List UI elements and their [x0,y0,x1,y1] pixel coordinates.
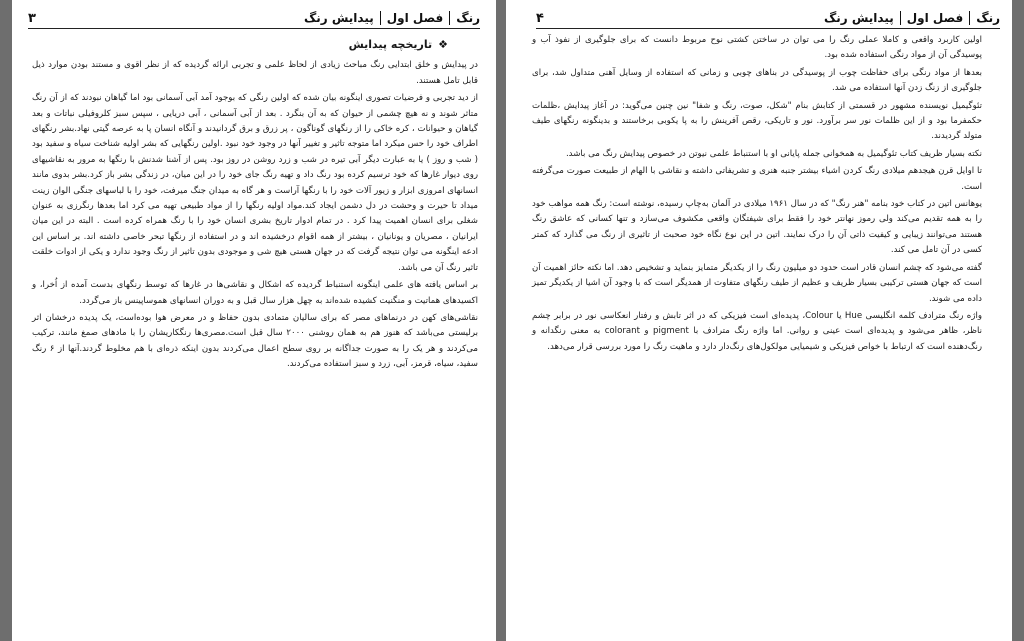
header-separator [900,11,901,25]
chapter-label: فصل اول [386,11,444,25]
header-separator [969,11,970,25]
paragraph: گفته می‌شود که چشم انسان قادر است حدود دو میلیون رنگ را از یکدیگر متمایز بنماید و تشخیص دهد. اما نکته حائز اهمیت آن است که جهان هستی ترکیبی بسیار ظریف و عظیم از طیف رنگهای متفاوت از همدیگر است که با وجود آن اشیا از یکدیگر تمیز داده می شوند. [532,262,982,304]
section-heading-text: تاریخچه پیدایش [348,38,433,51]
paragraph: یوهانس اتین در کتاب خود بنامه "هنر رنگ" که در سال ۱۹۶۱ میلادی در آلمان به‌چاپ رسیده، نوشته است: رنگ همه مواهب خود را به همه تقدیم می‌کند ولی رموز نهانتر خود را فقط برای شیفتگان واقعی مکشوف می‌سازد و تنها کسانی که عاشق رنگ هستند می‌توانند زیبایی و کیفیت ذاتی آن را درک نمایند. اتین در این نوع نگاه خود صحبت از تاثیری از رنگ می گذارد که کمتر کسی در آن تامل می کند. [532,199,982,256]
paragraph: در پیدایش و خلق ابتدایی رنگ مباحث زیادی از لحاظ علمی و تجربی ارائه گردیده که از نظر اقوی و مستند بودن موارد ذیل قابل تامل هستند. [32,60,478,86]
chapter-title: رنگ [976,11,1000,25]
paragraph: بعدها از مواد رنگی برای حفاظت چوب از پوسیدگی در بناهای چوبی و زمانی که استفاده از وسایل آهنی متداول شد، برای جلوگیری از زنگ زدن آنها استفاده می شد. [532,67,982,94]
page-number: ۳ [28,10,36,26]
paragraph: اولین کاربرد واقعی و کاملا عملی رنگ را می توان در ساختن کشتی نوح مربوط دانست که برای جلوگیری از نفوذ آب و پوسیدگی آن از مواد رنگی استفاده شده بود. [532,35,982,61]
chapter-label: فصل اول [906,11,964,25]
page-header [28,8,480,29]
running-title [304,11,480,25]
paragraph: واژه رنگ مترادف کلمه انگلیسی Hue یا Colour، پدیده‌ای است فیزیکی که در اثر تابش و رفتار انعکاسی نور در برابر چشم ناظر، ظاهر می‌شود و پدیده‌ای است عینی و روانی. اما واژه رنگ مترادف با pigment و colorant به معنی رنگدانه و رنگ‌دهنده است که ارتباط با خواص فیزیکی و شیمیایی مولکول‌های رنگ‌دار دارد و ماهیت رنگ را مورد بررسی قرار می‌دهد. [532,310,983,352]
page-body [532,33,982,357]
page-number: ۴ [536,10,544,26]
paragraph: نکته بسیار ظریف کتاب تئوگیمیل به همخوانی جمله پایانی او با استنباط علمی نیوتن در خصوص پیدایش رنگ می باشد. [565,148,982,159]
header-separator [449,11,450,25]
section-label: پیدایش رنگ [303,11,374,25]
paragraph: نقاشی‌های کهن در درنماهای مصر که برای سالیان متمادی بدون حفاظ و در معرض هوا بوده‌است، یک پدیده درخشان اثر برلیستی می‌باشد که هنوز هم به همان روشنی ۲۰۰۰ سال قبل است.مصری‌ها رنگکاریشان را با مادهای صمغ مانند، ترکیب می‌کردند و هر یک را به صورت جداگانه بر روی سطح اعمال می‌کردند بدون اینکه ذره‌ای با هم مخلوط گردند.آنها از ۶ رنگ سفید، سیاه، قرمز، آبی، زرد و سبز استفاده می‌کردند. [32,312,478,370]
paragraph: از دید تجربی و فرضیات تصوری اینگونه بیان شده که اولین رنگی که بوجود آمد آبی آسمانی بود اما گیاهان نبودند که از آن رنگ متاثر شوند و نه هیچ چشمی از حیوان که به آن بنگرد . بعد از آبی آسمانی ، آبی دریایی ، سپس سبز کلروفیلی نباتات و بعد گیاهان و حیوانات ، کره خاکی را از رنگهای گوناگون ، پر زرق و برق گردانیدند و آنگاه انسان پا به عرصه گیتی نهاد.بشر رنگهای اطراف خود را حس میکرد اما متوجه تاثیر و تغییر آنها در وجود خود نبود .اولین رنگهایی که بشر اولیه شناخت سیاه و سفید بود ( شب و روز ) یا به عبارت دیگر آبی تیره در شب و زرد روشن در روز بود. پس از آشنا شدنش با رنگها به مرور به نقاشیهای روی دیوار غارها که خود ترسیم کرده بود رنگ داد و تهیه رنگ جای خود را در این میان، در زندگی بشر باز کرد.بشر بدوی مانند انسانهای امروزی ابزار و زیور آلات خود را با رنگها آراست و هر گاه به میدان جنگ میرفت، خود را با لباسهای جنگی الوان زینت میداد تا حیرت و وحشت در دل دشمن ایجاد کند.مواد اولیه رنگها را از مواد طبیعی تهیه می کرد اما بعدها رنگرزی به عنوان شغلی برای انسان اهمیت پیدا کرد . در تمام ادوار تاریخ بشری انسان خود را با رنگ همراه کرده است . البته در این میان ایرانیان ، مصریان و یونانیان ، بیشتر از همه اقوام درخشیده اند و در استفاده از رنگها تبحر خاصی داشته اند. بر اساس این ادعه اینگونه می توان نتیجه گرفت که در جهان هستی هیچ شی و موجودی بدون تاثیر از رنگ وجود ندارد و یکی از ادوات خلقت تاثیر رنگ آن می باشد. [32,93,478,273]
page-3 [12,0,496,641]
running-title [824,11,1000,25]
page-4 [506,0,1012,641]
paragraph: تئوگیمیل نویسنده مشهور در قسمتی از کتابش بنام "شکل، صوت، رنگ و شفا" نین چنین می‌گوید: در آغاز پیدایش ،ظلمات حکمفرما بود و از این ظلمات نور سر برآورد. نور و تاریکی، رقص آفرینش را به پا یکوبی برخاستند و بدینگونه رنگهای طیف متولد گردیدند. [532,100,982,142]
page-body [32,35,478,375]
section-label: پیدایش رنگ [823,11,894,25]
chapter-title: رنگ [456,11,480,25]
paragraph: بر اساس یافته های علمی اینگونه استنباط گردیده که اشکال و نقاشی‌ها در غارها که توسط رنگهای بدست آمده از اُخرا، و اکسیدهای هماتیت و منگنیت کشیده شده‌اند به چهل هزار سال قبل و به دوران انسانهای هموساپینس باز می‌گردد. [32,280,478,306]
header-separator [380,11,381,25]
page-header [536,8,1000,29]
paragraph: تا اوایل قرن هیجدهم میلادی رنگ کردن اشیاء بیشتر جنبه هنری و تشریفاتی داشته و نقاشی با الهام از طبیعت صورت می‌گرفته است. [532,166,982,192]
section-heading [32,37,478,52]
diamond-bullet-icon: ❖ [438,38,448,51]
